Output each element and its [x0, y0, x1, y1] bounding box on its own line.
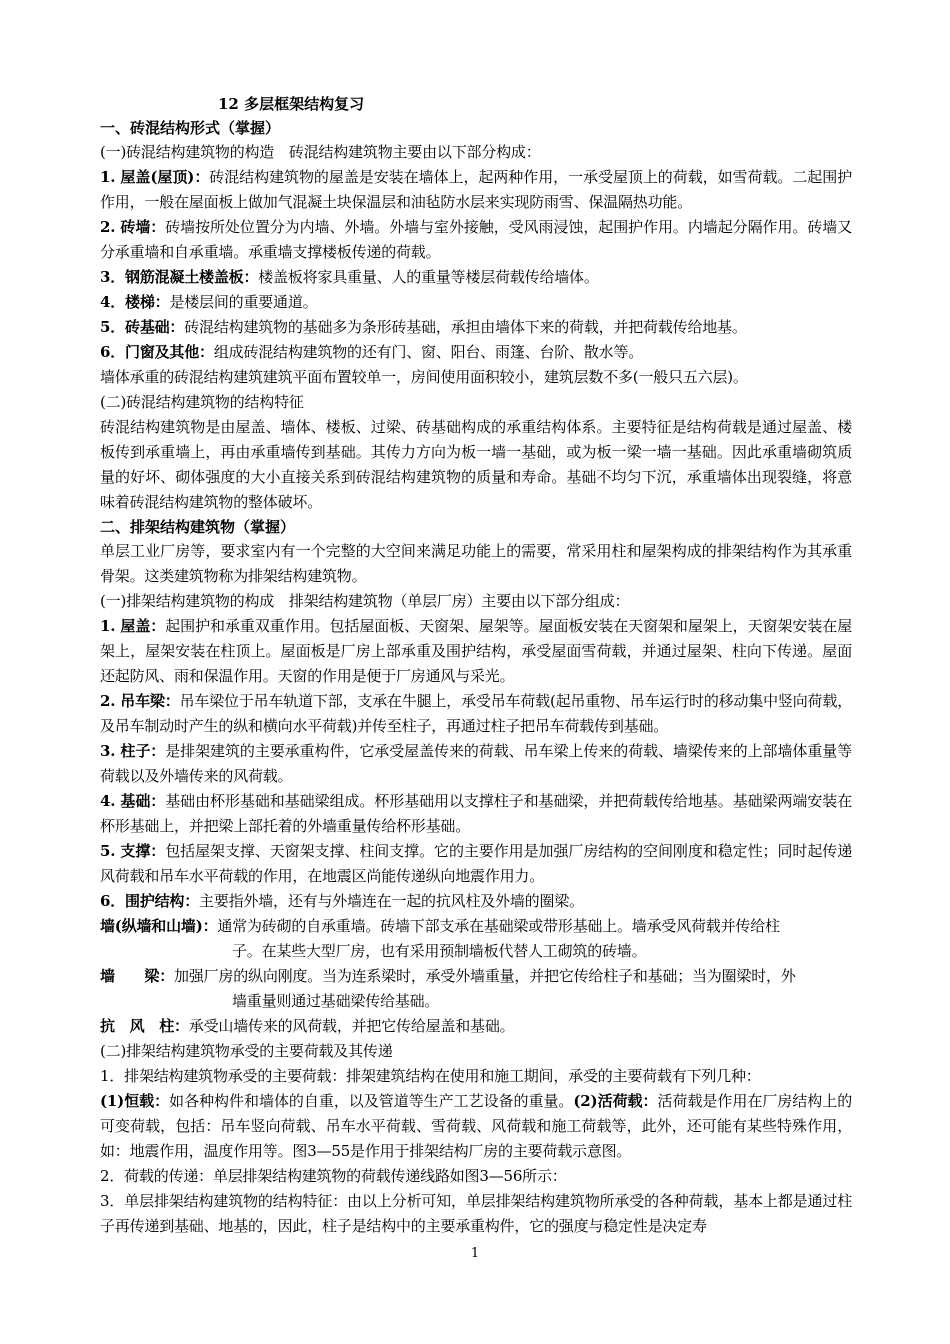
subheading-loads: (二)排架结构建筑物承受的主要荷载及其传递: [100, 1042, 393, 1060]
bent-frame-intro: 单层工业厂房等，要求室内有一个完整的大空间来满足功能上的需要，常采用柱和屋架构成的排架结构作为其承重骨架。这类建筑物称为排架结构建筑物。: [100, 542, 852, 585]
item-text: 砖墙按所处位置分为内墙、外墙。外墙与室外接触，受风雨浸蚀，起围护作用。内墙起分隔作用。砖墙又分承重墙和自承重墙。承重墙支撑楼板传递的荷载。: [100, 218, 852, 261]
item-text: 楼盖板将家具重量、人的重量等楼层荷载传给墙体。: [258, 268, 599, 286]
section-heading-bent-frame: 二、排架结构建筑物（掌握）: [100, 518, 296, 536]
item-text: 组成砖混结构建筑物的还有门、窗、阳台、雨篷、台阶、散水等。: [213, 343, 644, 361]
item-enclosure: [100, 889, 852, 914]
subheading-bent-frame-composition: (一)排架结构建筑物的构成 排架结构建筑物（单层厂房）主要由以下部分组成：: [100, 592, 630, 610]
item-text: 是楼层间的重要通道。: [169, 293, 318, 311]
live-load-label: (2)活荷载：: [573, 1092, 658, 1110]
item-doors-windows: [100, 340, 852, 365]
loads-dead-live: [100, 1089, 852, 1164]
item-label: 4．楼梯：: [100, 293, 170, 311]
item-text: 是排架建筑的主要承重构件，它承受屋盖传来的荷载、吊车梁上传来的荷载、墙梁传来的上部墙体重量等荷载以及外墙传来的风荷载。: [100, 742, 852, 785]
dead-load-label: (1)恒载：: [100, 1092, 170, 1110]
loads-item-2: 2．荷载的传递：单层排架结构建筑物的荷载传递线路如图3—56所示：: [100, 1167, 567, 1185]
item-text: 基础由杯形基础和基础梁组成。杯形基础用以支撑柱子和基础梁，并把荷载传给地基。基础梁两端安装在杯形基础上，并把梁上部托着的外墙重量传给杯形基础。: [100, 792, 852, 835]
item-brick-wall: [100, 215, 852, 265]
document-title: 12 多层框架结构复习: [218, 95, 365, 113]
item-column: [100, 739, 852, 789]
item-label: 5．砖基础：: [100, 318, 185, 336]
item-text: 吊车梁位于吊车轨道下部，支承在牛腿上，承受吊车荷载(起吊重物、吊车运行时的移动集中竖向荷载，及吊车制动时产生的纵和横向水平荷载)并传至柱子，再通过柱子把吊车荷载传到基础。: [100, 692, 852, 735]
item-label: 3．钢筋混凝土楼盖板：: [100, 268, 259, 286]
item-label: 抗 风 柱：: [100, 1017, 189, 1035]
item-label: 墙 梁：: [100, 967, 175, 985]
item-label: 2. 砖墙：: [100, 218, 166, 236]
item-label: 6．门窗及其他：: [100, 343, 214, 361]
item-label: 1. 屋盖(屋顶)：: [100, 168, 210, 186]
item-roof: [100, 165, 852, 215]
item-wall-beam: [100, 964, 852, 1014]
item-label: 4. 基础：: [100, 792, 166, 810]
live-load-text: 活荷载是作用在厂房结构上的可变荷载，包括：吊车竖向荷载、吊车水平荷载、雪荷载、风荷载和施工荷载等，此外，还可能有某些特殊作用，如：地震作用，温度作用等。图3—55是作用于排架结构厂房的主要荷载示意图。: [100, 1092, 852, 1160]
item-wind-column: [100, 1014, 852, 1039]
item-label: 6．围护结构：: [100, 892, 200, 910]
item-text: 加强厂房的纵向刚度。当为连系梁时，承受外墙重量，并把它传给柱子和基础；当为圈梁时，外: [174, 967, 796, 985]
masonry-features-paragraph: 砖混结构建筑物是由屋盖、墙体、楼板、过梁、砖基础构成的承重结构体系。主要特征是结构荷载是通过屋盖、楼板传到承重墙上，再由承重墙传到基础。其传力方向为板一墙一基础，或为板一梁一墙一基础。因此承重墙砌筑质量的好坏、砌体强度的大小直接关系到砖混结构建筑物的质量和寿命。基础不均匀下沉，承重墙体出现裂缝，将意味着砖混结构建筑物的整体破坏。: [100, 418, 852, 511]
document-body: [100, 92, 852, 1239]
item-text: 承受山墙传来的风荷载，并把它传给屋盖和基础。: [188, 1017, 515, 1035]
item-floor-slab: [100, 265, 852, 290]
loads-item-1: 1．排架结构建筑物承受的主要荷载：排架建筑结构在使用和施工期间，承受的主要荷载有下列几种：: [100, 1067, 761, 1085]
subheading-masonry-construction: (一)砖混结构建筑物的构造 砖混结构建筑物主要由以下部分构成：: [100, 143, 541, 161]
item-crane-beam: [100, 689, 852, 739]
item-text: 包括屋架支撑、天窗架支撑、柱间支撑。它的主要作用是加强厂房结构的空间刚度和稳定性；同时起传递风荷载和吊车水平荷载的作用，在地震区尚能传递纵向地震作用力。: [100, 842, 852, 885]
item-text: 砖混结构建筑物的基础多为条形砖基础，承担由墙体下来的荷载，并把荷载传给地基。: [184, 318, 747, 336]
item-text: 主要指外墙，还有与外墙连在一起的抗风柱及外墙的圈梁。: [199, 892, 584, 910]
item-text-continued: 墙重量则通过基础梁传给基础。: [232, 992, 440, 1010]
dead-load-text: 如各种构件和墙体的自重，以及管道等生产工艺设备的重量。: [169, 1092, 574, 1110]
subheading-masonry-features: (二)砖混结构建筑物的结构特征: [100, 393, 304, 411]
item-text: 起围护和承重双重作用。包括屋面板、天窗架、屋架等。屋面板安装在天窗架和屋架上，天窗架安装在屋架上，屋架安装在柱顶上。屋面板是厂房上部承重及围护结构，承受屋面雪荷载，并通过屋架、柱向下传递。屋面还起防风、雨和保温作用。天窗的作用是便于厂房通风与采光。: [100, 617, 852, 685]
item-label: 5. 支撑：: [100, 842, 166, 860]
item-brick-foundation: [100, 315, 852, 340]
item-text-continued: 子。在某些大型厂房，也有采用预制墙板代替人工砌筑的砖墙。: [232, 942, 647, 960]
page-number: 1: [470, 1246, 480, 1261]
item-label: 3. 柱子：: [100, 742, 166, 760]
loads-item-3: 3．单层排架结构建筑物的结构特征：由以上分析可知，单层排架结构建筑物所承受的各种荷载，基本上都是通过柱子再传递到基础、地基的，因此，柱子是结构中的主要承重构件，它的强度与稳定性是决定寿: [100, 1192, 852, 1235]
item-roof-cover: [100, 614, 852, 689]
item-stairs: [100, 290, 852, 315]
item-bracing: [100, 839, 852, 889]
masonry-summary: 墙体承重的砖混结构建筑建筑平面布置较单一，房间使用面积较小，建筑层数不多(一般只五六层)。: [100, 368, 748, 386]
item-wall: [100, 914, 852, 964]
section-heading-masonry: 一、砖混结构形式（掌握）: [100, 119, 281, 137]
item-label: 2. 吊车梁：: [100, 692, 180, 710]
item-text: 通常为砖砌的自承重墙。砖墙下部支承在基础梁或带形基础上。墙承受风荷载并传给柱: [217, 917, 780, 935]
item-label: 墙(纵墙和山墙)：: [100, 917, 218, 935]
item-text: 砖混结构建筑物的屋盖是安装在墙体上，起两种作用，一承受屋顶上的荷载，如雪荷载。二起围护作用，一般在屋面板上做加气混凝土块保温层和油毡防水层来实现防雨雪、保温隔热功能。: [100, 168, 852, 211]
item-label: 1. 屋盖：: [100, 617, 166, 635]
item-foundation: [100, 789, 852, 839]
